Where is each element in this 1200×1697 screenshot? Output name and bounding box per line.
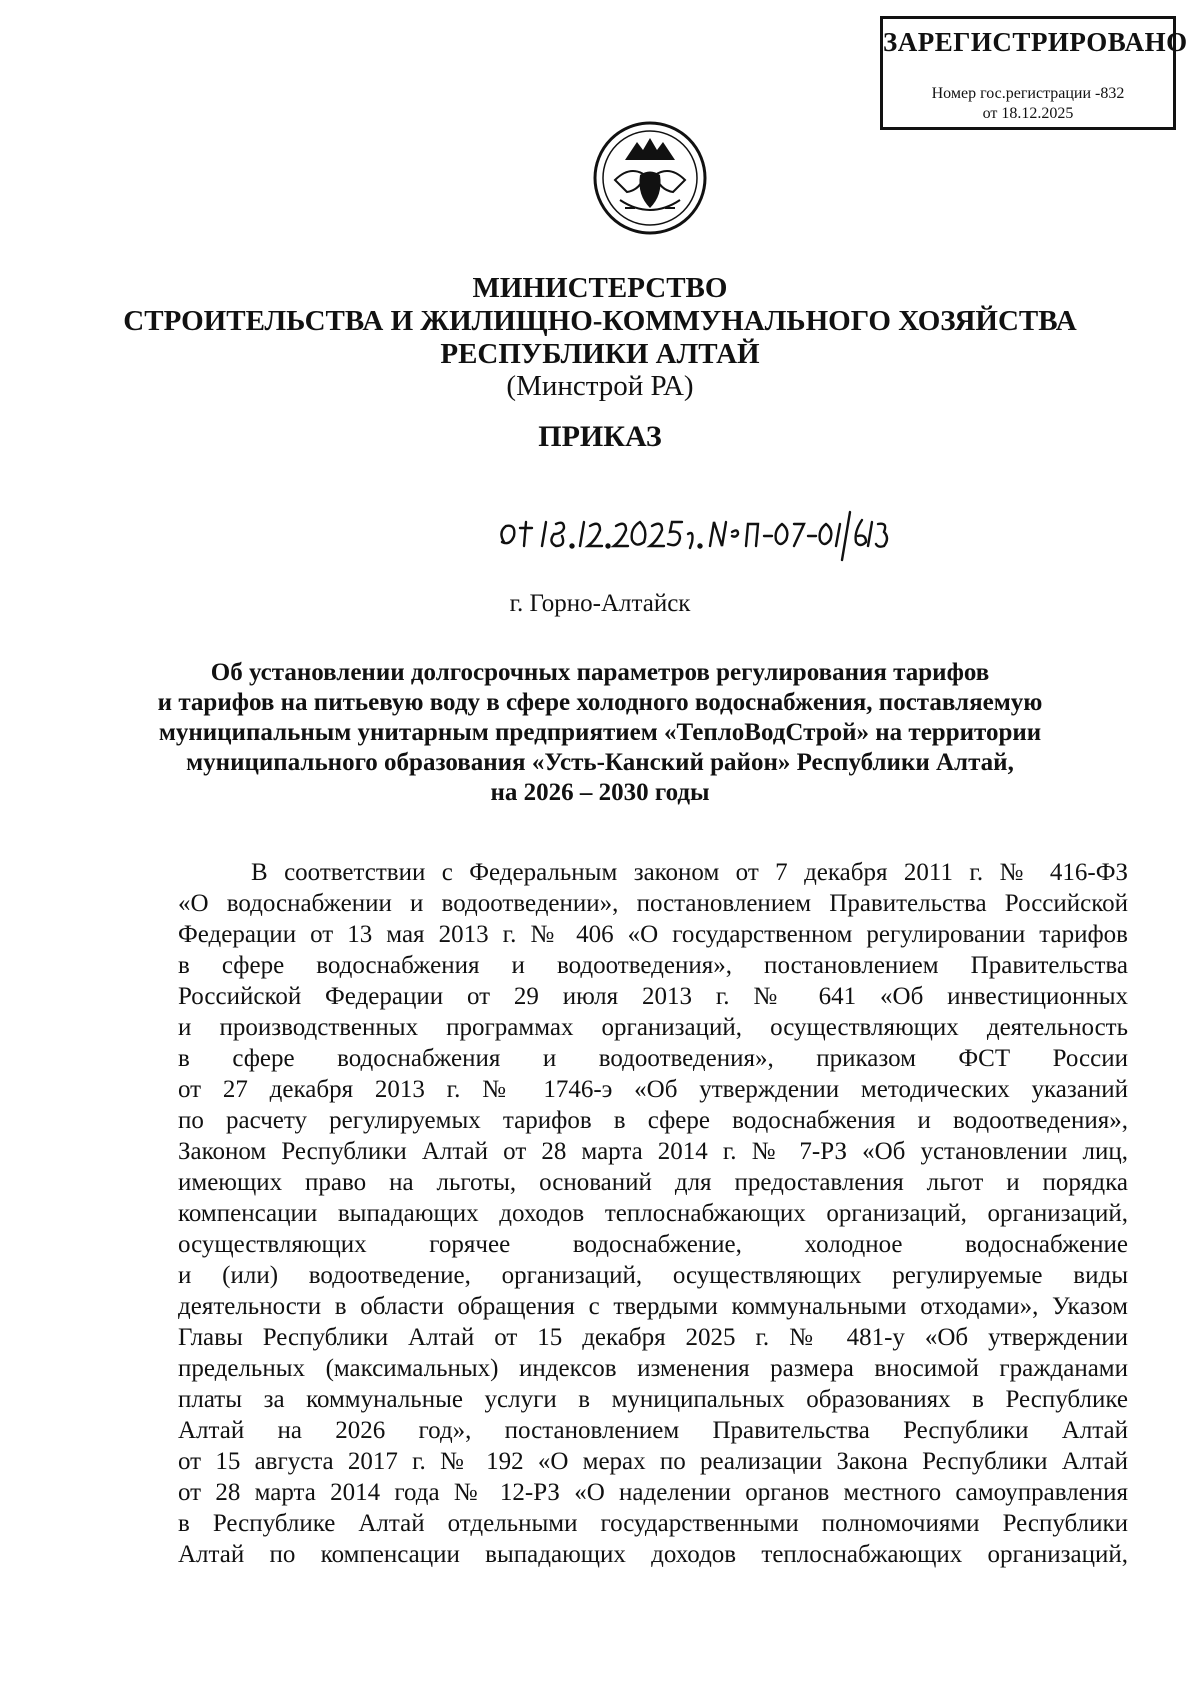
body-line: осуществляющих горячее водоснабжение, холодное водоснабжение <box>178 1231 1128 1258</box>
order-subject <box>150 658 1050 808</box>
subject-line: Об установлении долгосрочных параметров регулирования тарифов <box>210 659 990 686</box>
body-line: В соответствии с Федеральным законом от 7 декабря 2011 г. № 416-ФЗ <box>251 859 1128 886</box>
body-line: Главы Республики Алтай от 15 декабря 2025 г. № 481-у «Об утверждении <box>178 1324 1128 1351</box>
handwritten-order-number <box>490 502 890 572</box>
body-line: в Республике Алтай отдельными государственными полномочиями Республики <box>178 1510 1128 1537</box>
body-line: и производственных программах организаций, осуществляющих деятельность <box>178 1014 1128 1041</box>
ministry-line-3: РЕСПУБЛИКИ АЛТАЙ <box>440 338 760 370</box>
body-line: предельных (максимальных) индексов изменения размера вносимой гражданами <box>178 1355 1128 1382</box>
document-body <box>178 857 1128 1570</box>
body-line: деятельности в области обращения с твердыми коммунальными отходами», Указом <box>178 1293 1128 1320</box>
body-line: по расчету регулируемых тарифов в сфере водоснабжения и водоотведения», <box>178 1107 1128 1134</box>
body-line: от 28 марта 2014 года № 12-РЗ «О наделении органов местного самоуправления <box>178 1479 1128 1506</box>
stamp-date: от 18.12.2025 <box>982 105 1074 122</box>
body-line: Алтай по компенсации выпадающих доходов теплоснабжающих организаций, <box>178 1541 1128 1568</box>
body-line: от 27 декабря 2013 г. № 1746-э «Об утверждении методических указаний <box>178 1076 1128 1103</box>
subject-line: на 2026 – 2030 годы <box>490 779 710 806</box>
subject-line: муниципальным унитарным предприятием «ТеплоВодСтрой» на территории <box>158 719 1042 746</box>
body-line: «О водоснабжении и водоотведении», постановлением Правительства Российской <box>178 890 1128 917</box>
body-line: в сфере водоснабжения и водоотведения», приказом ФСТ России <box>178 1045 1128 1072</box>
document-type: ПРИКАЗ <box>538 420 662 453</box>
body-line: Законом Республики Алтай от 28 марта 2014 г. № 7-РЗ «Об установлении лиц, <box>178 1138 1128 1165</box>
subject-line: муниципального образования «Усть-Канский район» Республики Алтай, <box>186 749 1014 776</box>
ministry-line-1: МИНИСТЕРСТВО <box>472 272 728 304</box>
ministry-short-name: (Минстрой РА) <box>506 370 694 402</box>
subject-line: и тарифов на питьевую воду в сфере холодного водоснабжения, поставляемую <box>157 689 1043 716</box>
body-line: компенсации выпадающих доходов теплоснабжающих организаций, организаций, <box>178 1200 1128 1227</box>
body-line: Федерации от 13 мая 2013 г. № 406 «О государственном регулировании тарифов <box>178 921 1128 948</box>
ministry-line-2: СТРОИТЕЛЬСТВА И ЖИЛИЩНО-КОММУНАЛЬНОГО ХОЗЯЙСТВА <box>123 305 1077 337</box>
body-line: от 15 августа 2017 г. № 192 «О мерах по реализации Закона Республики Алтай <box>178 1448 1128 1475</box>
body-line: платы за коммунальные услуги в муниципальных образованиях в Республике <box>178 1386 1128 1413</box>
body-line: Российской Федерации от 29 июля 2013 г. № 641 «Об инвестиционных <box>178 983 1128 1010</box>
stamp-registration-number: Номер гос.регистрации -832 <box>931 85 1125 102</box>
stamp-title: ЗАРЕГИСТРИРОВАНО <box>883 27 1188 57</box>
body-line: в сфере водоснабжения и водоотведения», постановлением Правительства <box>178 952 1128 979</box>
ministry-name <box>0 272 1200 371</box>
body-line: имеющих право на льготы, оснований для предоставления льгот и порядка <box>178 1169 1128 1196</box>
coat-of-arms-icon <box>585 120 715 236</box>
body-line: Алтай на 2026 год», постановлением Правительства Республики Алтай <box>178 1417 1128 1444</box>
city: г. Горно-Алтайск <box>509 590 691 617</box>
registration-stamp <box>880 16 1188 130</box>
body-line: и (или) водоотведение, организаций, осуществляющих регулируемые виды <box>178 1262 1128 1289</box>
